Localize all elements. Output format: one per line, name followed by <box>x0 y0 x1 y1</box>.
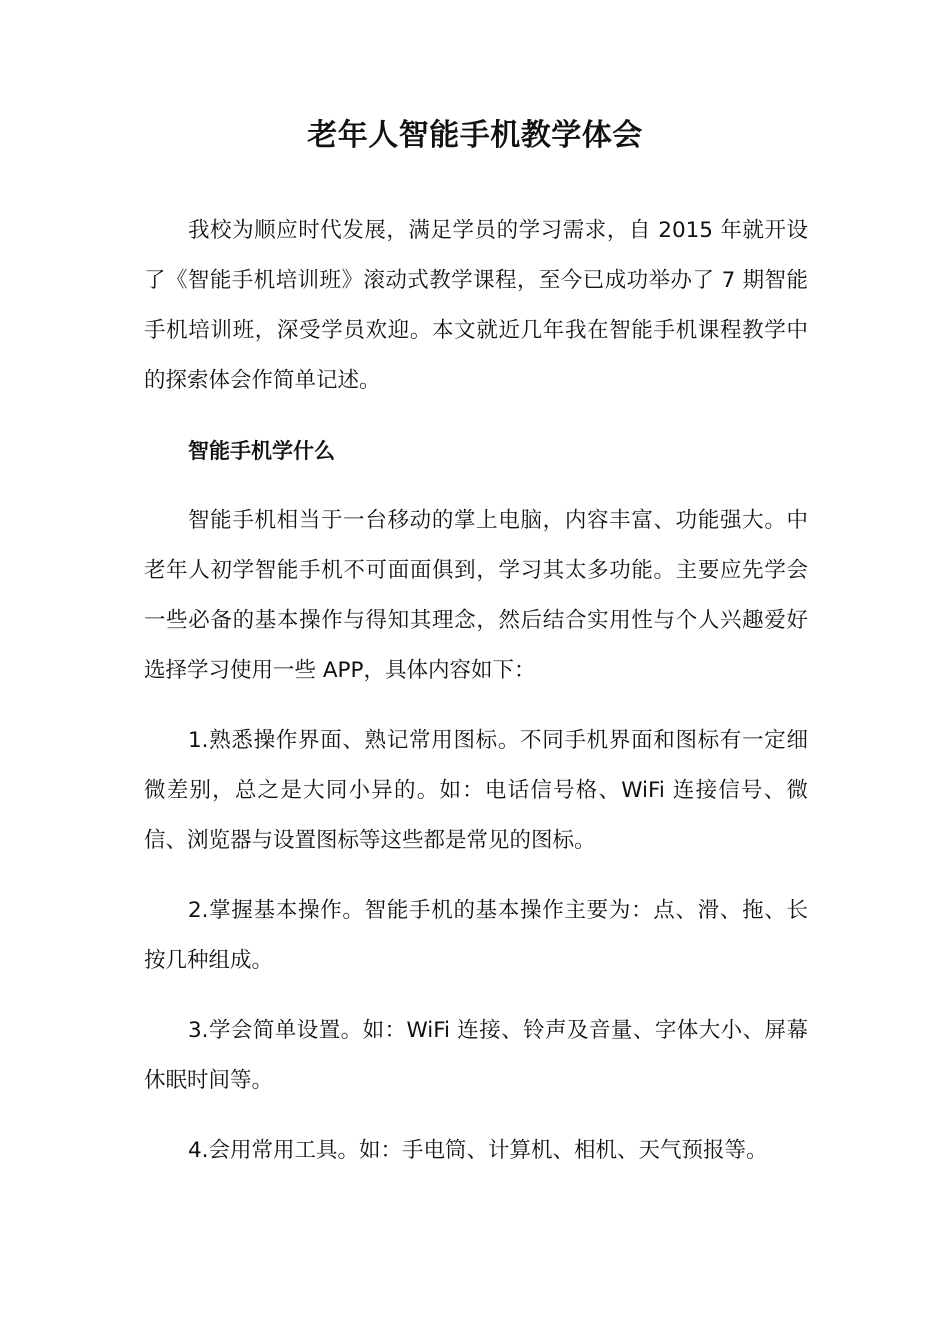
document-body <box>144 206 808 1176</box>
list-item-4: 4.会用常用工具。如：手电筒、计算机、相机、天气预报等。 <box>188 1138 768 1163</box>
section-paragraph: 智能手机相当于一台移动的掌上电脑，内容丰富、功能强大。中老年人初学智能手机不可面面俱到，学习其太多功能。主要应先学会一些必备的基本操作与得知其理念，然后结合实用性与个人兴趣爱好选择学习使用一些 APP，具体内容如下： <box>144 508 808 683</box>
list-item-1: 1.熟悉操作界面、熟记常用图标。不同手机界面和图标有一定细微差别，总之是大同小异的。如：电话信号格、WiFi 连接信号、微信、浏览器与设置图标等这些都是常见的图标。 <box>144 728 808 853</box>
list-item-2: 2.掌握基本操作。智能手机的基本操作主要为：点、滑、拖、长按几种组成。 <box>144 898 808 973</box>
paragraph-spacer <box>144 866 808 886</box>
paragraph-spacer <box>144 696 808 716</box>
list-item-3: 3.学会简单设置。如：WiFi 连接、铃声及音量、字体大小、屏幕休眠时间等。 <box>144 1018 808 1093</box>
intro-paragraph: 我校为顺应时代发展，满足学员的学习需求，自 2015 年就开设了《智能手机培训班》滚动式教学课程，至今已成功举办了 7 期智能手机培训班，深受学员欢迎。本文就近几年我在智能手机课程教学中的探索体会作简单记述。 <box>144 218 808 393</box>
paragraph-spacer <box>144 986 808 1006</box>
section-heading: 智能手机学什么 <box>188 439 335 463</box>
document-title: 老年人智能手机教学体会 <box>307 118 643 153</box>
paragraph-spacer <box>144 1106 808 1126</box>
paragraph-spacer <box>144 476 808 496</box>
paragraph-spacer <box>144 406 808 426</box>
